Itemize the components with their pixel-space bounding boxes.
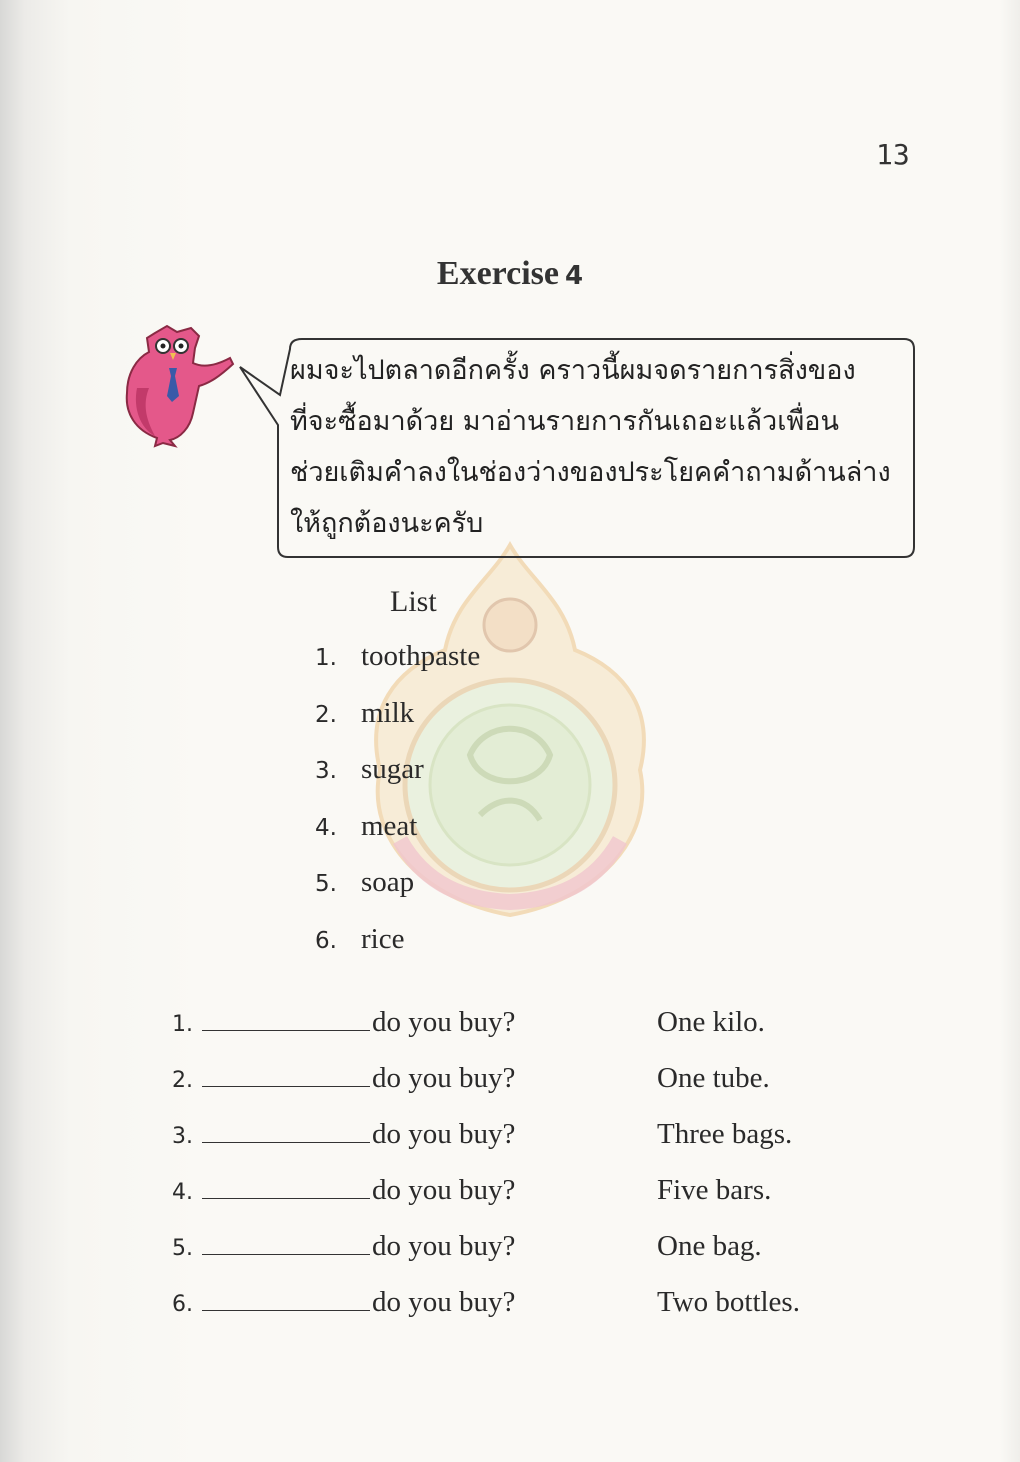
list-item-text: soap — [361, 866, 415, 898]
list-item — [315, 923, 480, 980]
list-item — [315, 753, 480, 810]
list-item-text: meat — [361, 809, 418, 842]
exercise-title — [0, 255, 1020, 293]
list-item-number: 5. — [315, 871, 337, 897]
answer-blank[interactable] — [202, 1062, 370, 1087]
question-answer: One bag. — [657, 1230, 762, 1262]
question-answer: Two bottles. — [657, 1286, 800, 1318]
question-number: 2. — [172, 1068, 193, 1093]
list-item-text: milk — [361, 696, 415, 729]
question-text: do you buy? — [372, 1006, 516, 1038]
question-answer: One kilo. — [657, 1006, 765, 1038]
list-item — [315, 866, 480, 923]
answer-blank[interactable] — [202, 1174, 370, 1199]
page-number: 13 — [876, 138, 910, 171]
question-text: do you buy? — [372, 1174, 516, 1206]
list-item — [315, 810, 480, 867]
list-item — [315, 697, 480, 754]
question-text: do you buy? — [372, 1230, 516, 1262]
question-number: 5. — [172, 1236, 193, 1261]
question-row — [172, 1118, 793, 1158]
question-text: do you buy? — [372, 1062, 516, 1094]
speech-line: ให้ถูกต้องนะครับ — [290, 508, 484, 539]
question-row — [172, 1230, 762, 1270]
question-text: do you buy? — [372, 1118, 516, 1150]
list-item-text: sugar — [361, 753, 424, 785]
speech-line: ที่จะซื้อมาด้วย มาอ่านรายการกันเถอะแล้วเพื่อน — [290, 406, 839, 437]
owl-illustration — [115, 318, 245, 448]
answer-blank[interactable] — [202, 1286, 370, 1311]
question-answer: Five bars. — [657, 1174, 772, 1206]
question-number: 3. — [172, 1124, 193, 1149]
shopping-list — [315, 640, 480, 979]
list-item-number: 2. — [315, 701, 337, 728]
question-row — [172, 1174, 772, 1214]
list-item-number: 1. — [315, 645, 337, 671]
question-text: do you buy? — [372, 1286, 516, 1318]
answer-blank[interactable] — [202, 1006, 370, 1031]
question-row — [172, 1006, 765, 1046]
question-answer: Three bags. — [657, 1118, 793, 1150]
speech-line: ช่วยเติมคำลงในช่องว่างของประโยคคำถามด้านล่าง — [290, 457, 891, 488]
question-answer: One tube. — [657, 1062, 770, 1094]
list-item-number: 3. — [315, 758, 337, 784]
question-row — [172, 1286, 800, 1326]
question-number: 4. — [172, 1180, 193, 1205]
list-item-number: 6. — [315, 927, 337, 954]
question-number: 1. — [172, 1012, 193, 1037]
speech-line: ผมจะไปตลาดอีกครั้ง คราวนี้ผมจดรายการสิ่งของ — [290, 355, 856, 386]
list-item — [315, 640, 480, 697]
answer-blank[interactable] — [202, 1118, 370, 1143]
list-item-text: toothpaste — [361, 640, 481, 672]
question-row — [172, 1062, 770, 1102]
exercise-title-number: 4 — [565, 261, 584, 291]
list-item-number: 4. — [315, 814, 337, 841]
question-number: 6. — [172, 1292, 193, 1317]
exercise-title-label: Exercise — [436, 255, 559, 292]
list-item-text: rice — [361, 922, 405, 955]
answer-blank[interactable] — [202, 1230, 370, 1255]
speech-text — [290, 345, 910, 549]
list-title: List — [390, 585, 437, 618]
